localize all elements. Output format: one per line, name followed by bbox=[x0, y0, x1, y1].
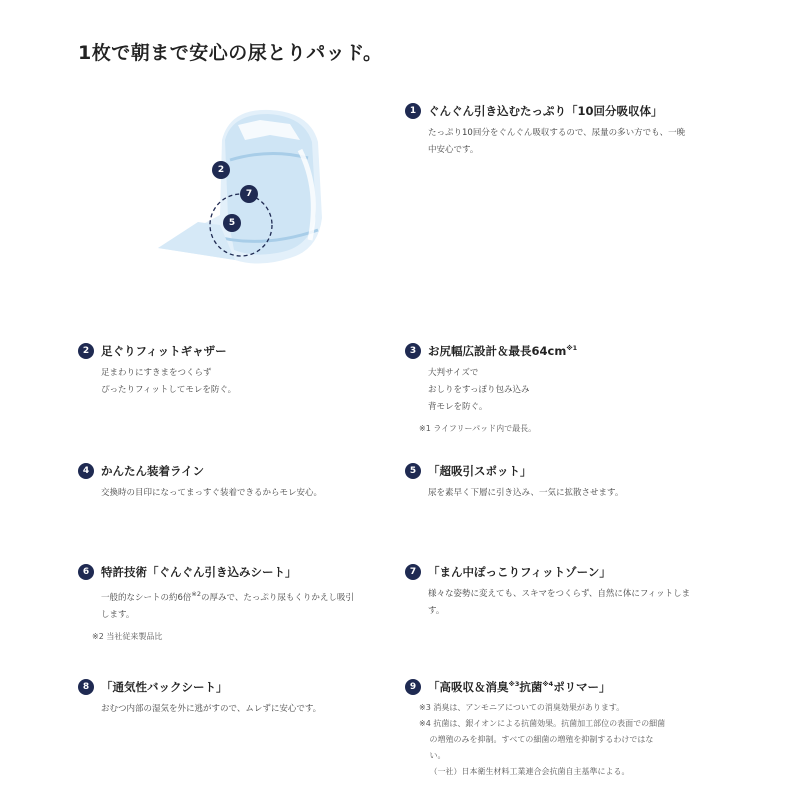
feature-1 bbox=[405, 102, 685, 159]
feature-number: 2 bbox=[78, 343, 94, 359]
feature-title: 特許技術「ぐんぐん引き込みシート」 bbox=[101, 565, 297, 579]
feature-desc: 交換時の目印になってまっすぐ装着できるからモレ安心。 bbox=[101, 488, 323, 498]
feature-9 bbox=[405, 678, 665, 780]
feature-6 bbox=[78, 563, 354, 645]
feature-number: 1 bbox=[405, 103, 421, 119]
feature-title: 足ぐりフィットギャザー bbox=[101, 344, 227, 358]
feature-desc: たっぷり10回分をぐんぐん吸収するので、尿量の多い方でも、一晩 中安心です。 bbox=[428, 128, 686, 155]
footnote: ※3 消臭は、アンモニアについての消臭効果があります。 ※4 抗菌は、銀イオンによる抗菌効果。抗菌加工部位の表面での細菌 の増殖のみを抑制。すべての細菌の増殖を抑制するわけではな い。 （一社）日本衛生材料工業連合会抗菌自主基準による。 bbox=[419, 703, 666, 776]
feature-7 bbox=[405, 563, 690, 620]
feature-desc: 様々な姿勢に変えても、スキマをつくらず、自然に体にフィットしま す。 bbox=[428, 589, 691, 616]
feature-number: 8 bbox=[78, 679, 94, 695]
feature-desc: 尿を素早く下層に引き込み、一気に拡散させます。 bbox=[428, 488, 624, 498]
feature-number: 3 bbox=[405, 343, 421, 359]
feature-desc: 一般的なシートの約6倍$^{※2}$の厚みで、たっぷり尿もくりかえし吸引 します。 bbox=[101, 590, 354, 620]
feature-number: 7 bbox=[405, 564, 421, 580]
feature-8 bbox=[78, 678, 321, 718]
feature-title: 「高吸収＆消臭$^{※3}$抗菌$^{※4}$ポリマー」 bbox=[428, 680, 611, 694]
footnote: ※2 当社従来製品比 bbox=[92, 631, 163, 641]
feature-desc: 足まわりにすきまをつくらず ぴったりフィットしてモレを防ぐ。 bbox=[101, 368, 237, 395]
badge-5: 5 bbox=[223, 214, 241, 232]
feature-title: ぐんぐん引き込むたっぷり「10回分吸収体」 bbox=[428, 104, 663, 118]
pad-illustration bbox=[150, 100, 340, 280]
feature-5 bbox=[405, 462, 623, 502]
feature-number: 5 bbox=[405, 463, 421, 479]
feature-title: 「通気性バックシート」 bbox=[101, 680, 228, 694]
badge-2: 2 bbox=[212, 161, 230, 179]
feature-desc: 大判サイズで おしりをすっぽり包み込み 背モレを防ぐ。 bbox=[428, 368, 530, 412]
feature-desc: おむつ内部の湿気を外に逃がすので、ムレずに安心です。 bbox=[101, 704, 322, 714]
feature-title: 「超吸引スポット」 bbox=[428, 464, 532, 478]
footnote: ※1 ライフリーパッド内で最長。 bbox=[419, 424, 537, 433]
feature-2 bbox=[78, 342, 236, 399]
feature-title: 「まん中ぽっこりフィットゾーン」 bbox=[428, 565, 611, 579]
badge-7: 7 bbox=[240, 185, 258, 203]
feature-number: 9 bbox=[405, 679, 421, 695]
feature-number: 4 bbox=[78, 463, 94, 479]
page-title: 1枚で朝まで安心の尿とりパッド。 bbox=[78, 42, 383, 64]
feature-title: お尻幅広設計＆最長$64cm^{※1}$ bbox=[428, 344, 578, 358]
feature-number: 6 bbox=[78, 564, 94, 580]
feature-title: かんたん装着ライン bbox=[101, 464, 205, 478]
feature-4 bbox=[78, 462, 322, 502]
feature-3 bbox=[405, 342, 577, 437]
